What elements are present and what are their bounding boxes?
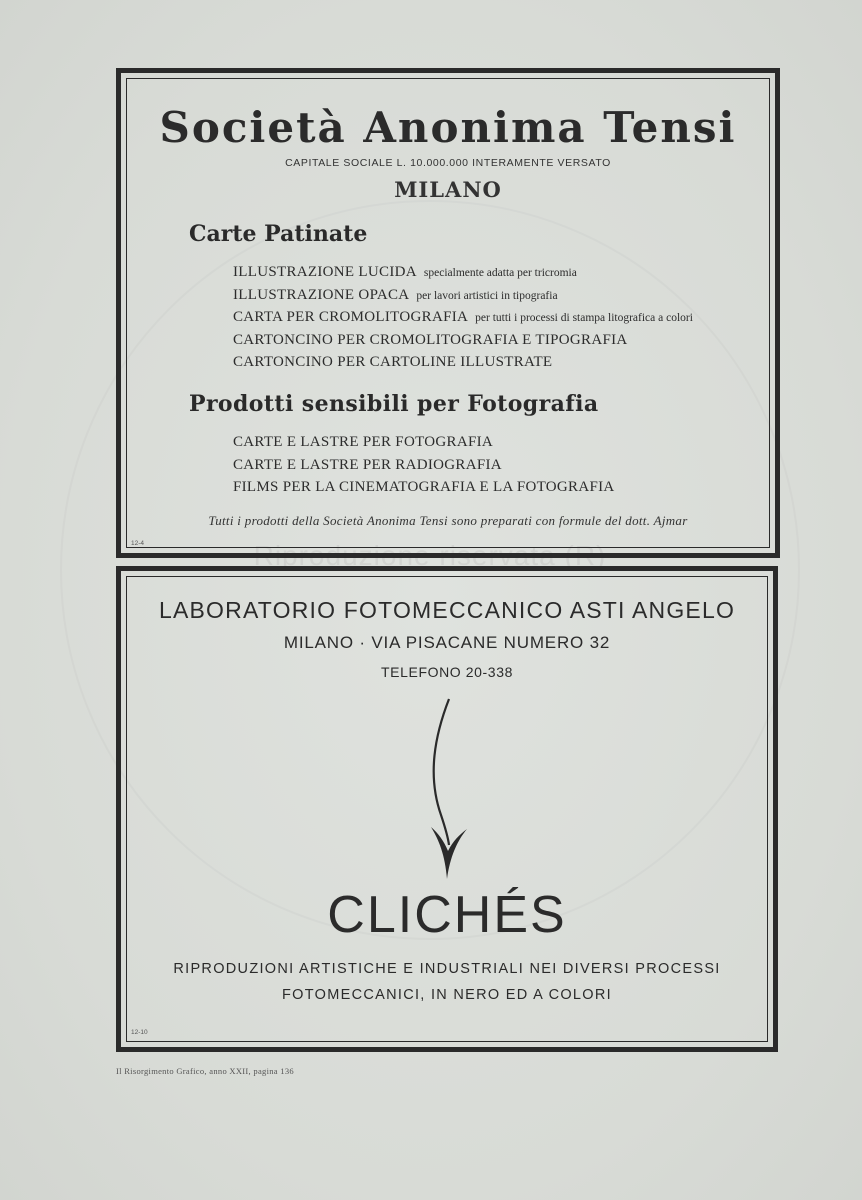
ad-reference-code: 12-10 xyxy=(131,1029,148,1036)
product-name: CARTE E LASTRE PER RADIOGRAFIA xyxy=(233,456,502,473)
services-line-2: FOTOMECCANICI, IN NERO ED A COLORI xyxy=(282,987,612,1003)
services-line-1: RIPRODUZIONI ARTISTICHE E INDUSTRIALI NEI DIVERSI PROCESSI xyxy=(173,961,721,977)
product-description: per tutti i processi di stampa litografica a colori xyxy=(475,312,693,324)
coated-papers-list xyxy=(233,261,693,374)
list-item xyxy=(233,351,693,374)
tensi-advertisement xyxy=(116,68,780,558)
product-name: CARTONCINO PER CARTOLINE ILLUSTRATE xyxy=(233,354,553,370)
product-name: CARTE E LASTRE PER FOTOGRAFIA xyxy=(233,434,494,450)
company-title: Società Anonima Tensi xyxy=(159,103,737,152)
photographic-products-list xyxy=(233,431,615,499)
list-item xyxy=(233,431,615,454)
list-item xyxy=(233,261,693,284)
product-name: FILMS PER LA CINEMATOGRAFIA E LA FOTOGRAFIA xyxy=(233,479,615,495)
product-name: CARTA PER CROMOLITOGRAFIA xyxy=(233,309,469,325)
list-item xyxy=(233,476,615,499)
formula-note: Tutti i prodotti della Società Anonima Tensi sono preparati con formule del dott. Ajmar xyxy=(208,513,688,528)
list-item xyxy=(233,306,693,329)
list-item xyxy=(233,329,693,352)
laboratory-name: LABORATORIO FOTOMECCANICO ASTI ANGELO xyxy=(158,597,736,623)
ad-reference-code: 12-4 xyxy=(131,540,145,547)
company-city: MILANO xyxy=(394,177,502,202)
share-capital: CAPITALE SOCIALE L. 10.000.000 INTERAMENTE VERSATO xyxy=(285,157,611,169)
cliches-heading: CLICHÉS xyxy=(327,886,567,944)
product-name: ILLUSTRAZIONE OPACA xyxy=(233,286,410,303)
page-footer: Il Risorgimento Grafico, anno XXII, pagina 136 xyxy=(116,1066,294,1076)
product-name: CARTONCINO PER CROMOLITOGRAFIA E TIPOGRAFIA xyxy=(233,331,628,348)
product-description: specialmente adatta per tricromia xyxy=(423,267,577,279)
watermark-text: Riproduzione riservata (R) xyxy=(253,540,607,571)
asti-angelo-advertisement xyxy=(116,566,778,1052)
product-description: per lavori artistici in tipografia xyxy=(416,289,558,302)
laboratory-address: MILANO · VIA PISACANE NUMERO 32 xyxy=(283,633,611,652)
list-item xyxy=(233,454,615,477)
section-heading-coated-papers: Carte Patinate xyxy=(189,221,368,247)
list-item xyxy=(233,284,693,307)
curved-arrow-icon xyxy=(417,695,477,883)
laboratory-phone: TELEFONO 20-338 xyxy=(381,664,513,680)
product-name: ILLUSTRAZIONE LUCIDA xyxy=(233,264,417,280)
section-heading-photographic-products: Prodotti sensibili per Fotografia xyxy=(189,391,599,417)
